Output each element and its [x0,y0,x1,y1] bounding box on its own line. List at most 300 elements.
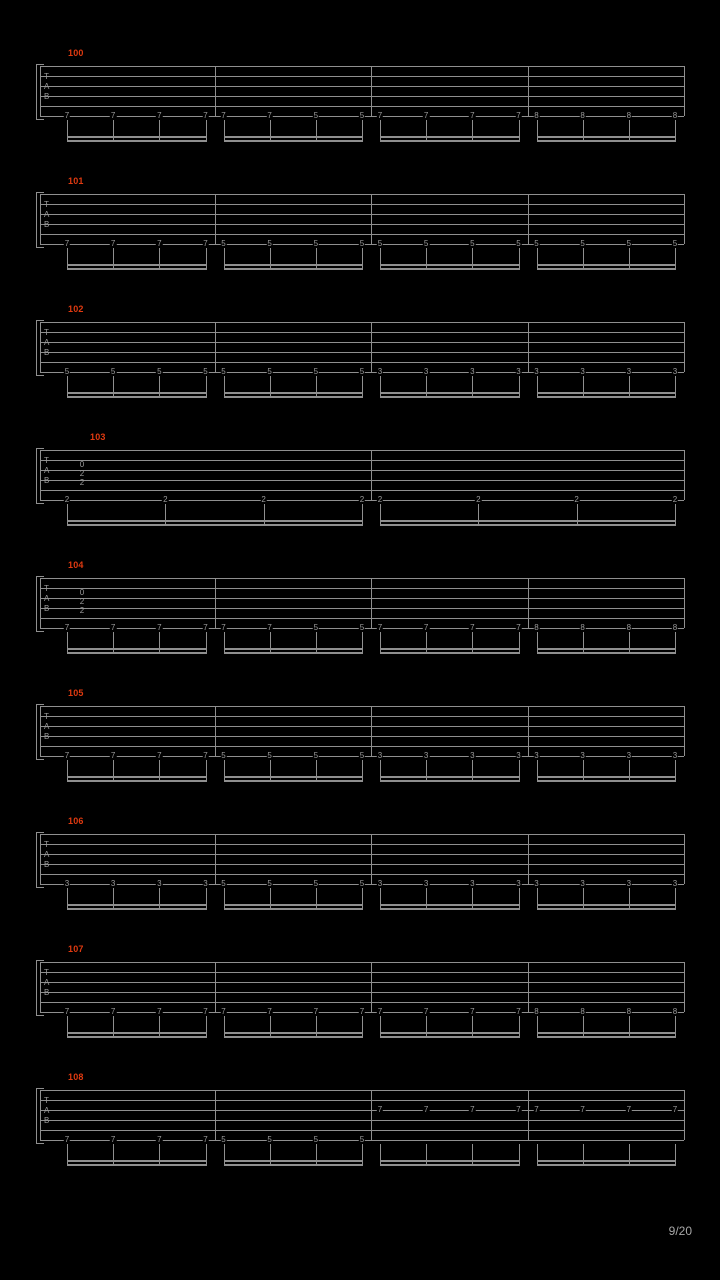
tab-note: 7 [64,623,70,632]
beam-bar [224,1164,363,1166]
staff-line [40,76,684,77]
barline [215,322,216,372]
note-stem [270,120,271,142]
staff-line [40,362,684,363]
note-stem [583,888,584,910]
beam-group [67,504,362,526]
beam-bar [224,1036,363,1038]
beam-bar [224,392,363,394]
barline [215,66,216,116]
note-stem [113,632,114,654]
tab-clef-letters [44,584,56,614]
note-stem [583,760,584,782]
staff-line [40,86,684,87]
tab-note: 7 [203,1135,208,1144]
tab-note: 3 [377,879,383,888]
tab-note: 5 [221,1135,226,1144]
note-stem [264,504,265,526]
barline [40,194,41,244]
tab-clef-letter: A [44,82,50,91]
barline [40,1090,41,1140]
beam-bar [380,1164,519,1166]
tab-note: 3 [203,879,208,888]
chord-note: 0 [79,588,85,597]
barline [528,1090,529,1140]
barline [215,706,216,756]
barline [371,1090,372,1140]
tab-note: 7 [157,1135,162,1144]
note-stem [519,248,520,270]
tab-note: 5 [221,751,226,760]
tab-note: 7 [267,111,272,120]
beam-group [537,376,676,398]
note-stem [316,1016,317,1038]
tab-note: 5 [516,239,521,248]
tab-note: 5 [359,623,365,632]
staff-line [40,854,684,855]
tab-note: 5 [626,239,632,248]
tab-note: 7 [470,1105,475,1114]
tab-note: 2 [574,495,579,504]
note-stem [113,248,114,270]
tab-note: 7 [157,239,162,248]
tab-note: 7 [203,239,208,248]
note-stem [519,120,520,142]
tab-note: 5 [313,111,319,120]
note-stem [224,888,225,910]
tab-note: 3 [534,751,539,760]
tab-note: 7 [203,751,208,760]
staff-line [40,598,684,599]
barline [40,706,41,756]
staff-line [40,106,684,107]
tab-clef-letter: A [44,1106,50,1115]
tab-note: 2 [476,495,481,504]
barline [40,834,41,884]
measure-number: 106 [68,816,84,826]
note-stem [537,248,538,270]
note-stem [206,760,207,782]
staff-line [40,578,684,579]
tab-note: 8 [580,623,585,632]
tab-note: 5 [203,367,208,376]
tab-note: 7 [157,1007,162,1016]
note-stem [629,632,630,654]
tab-note: 7 [516,1105,521,1114]
tab-note: 5 [377,239,383,248]
tab-note: 3 [626,751,632,760]
staff-line [40,460,684,461]
note-stem [270,888,271,910]
tab-clef-letter: T [44,1096,49,1105]
staff-line [40,972,684,973]
tab-note: 7 [64,111,70,120]
beam-bar [380,524,675,526]
note-stem [270,1016,271,1038]
staff-line [40,706,684,707]
barline [40,322,41,372]
note-stem [380,1144,381,1166]
barline [371,322,372,372]
beam-bar [224,136,363,138]
tab-note: 3 [534,367,539,376]
tab-note: 7 [470,1007,475,1016]
beam-bar [224,396,363,398]
beam-bar [224,264,363,266]
tab-note: 5 [157,367,162,376]
note-stem [67,632,68,654]
staff-line [40,470,684,471]
tab-note: 7 [423,1105,429,1114]
chord-stack [80,588,84,615]
note-stem [472,1016,473,1038]
tab-note: 8 [672,111,678,120]
tab-note: 5 [313,367,319,376]
beam-group [67,1016,206,1038]
tab-note: 7 [267,1007,272,1016]
staff-line [40,490,684,491]
beam-bar [67,136,206,138]
tab-clef-letter: B [44,1116,50,1125]
note-stem [629,888,630,910]
note-stem [159,248,160,270]
tab-staff [40,66,684,106]
tab-clef-letters [44,840,56,870]
beam-bar [224,780,363,782]
note-stem [362,1016,363,1038]
tab-note: 2 [359,495,365,504]
beam-group [380,1016,519,1038]
tab-note: 5 [470,239,475,248]
note-stem [316,120,317,142]
barline [215,578,216,628]
note-stem [159,1144,160,1166]
tab-note: 7 [203,1007,208,1016]
note-stem [113,888,114,910]
tab-note: 7 [157,111,162,120]
tab-note: 7 [626,1105,632,1114]
note-stem [583,120,584,142]
tab-clef-letter: T [44,456,49,465]
staff-line [40,962,684,963]
beam-bar [537,648,676,650]
staff-line [40,352,684,353]
tab-note: 8 [534,1007,539,1016]
tab-note: 7 [377,1007,383,1016]
note-stem [472,376,473,398]
tab-note: 3 [423,879,429,888]
tab-staff [40,834,684,874]
measure-number: 100 [68,48,84,58]
tab-note: 3 [470,367,475,376]
staff-line [40,66,684,67]
note-stem [362,632,363,654]
tab-note: 7 [534,1105,539,1114]
beam-group [67,120,206,142]
note-stem [362,888,363,910]
tab-clef-letter: B [44,604,50,613]
note-stem [472,888,473,910]
tab-clef-letter: B [44,860,50,869]
beam-group [67,1144,206,1166]
tab-clef-letter: T [44,968,49,977]
beam-bar [67,524,362,526]
staff-line [40,332,684,333]
staff-line [40,194,684,195]
note-stem [206,632,207,654]
note-stem [316,248,317,270]
tab-note: 8 [580,1007,585,1016]
beam-bar [380,652,519,654]
note-stem [362,120,363,142]
tab-note: 3 [672,879,678,888]
note-stem [206,1144,207,1166]
beam-group [380,504,675,526]
beam-group [537,120,676,142]
beam-bar [67,1160,206,1162]
beam-bar [67,520,362,522]
note-stem [472,120,473,142]
staff-line [40,1120,684,1121]
measure-number: 104 [68,560,84,570]
beam-group [67,888,206,910]
tab-note: 3 [157,879,162,888]
note-stem [675,760,676,782]
note-stem [206,376,207,398]
tab-note: 8 [626,623,632,632]
tab-note: 2 [377,495,383,504]
staff-line [40,726,684,727]
note-stem [316,1144,317,1166]
note-stem [362,376,363,398]
beam-bar [67,648,206,650]
tab-note: 7 [470,111,475,120]
measure-number: 108 [68,1072,84,1082]
note-stem [583,1144,584,1166]
tab-clef-letter: A [44,850,50,859]
staff-line [40,1110,684,1111]
tab-note: 5 [359,751,365,760]
tab-note: 7 [423,1007,429,1016]
chord-note: 2 [79,478,85,487]
beam-bar [67,904,206,906]
note-stem [206,120,207,142]
tab-note: 7 [516,1007,521,1016]
note-stem [316,760,317,782]
note-stem [380,120,381,142]
beam-bar [380,520,675,522]
beam-bar [224,908,363,910]
note-stem [583,376,584,398]
note-stem [270,1144,271,1166]
beam-bar [380,136,519,138]
barline [528,962,529,1012]
tab-note: 5 [267,239,272,248]
note-stem [426,248,427,270]
tab-note: 7 [423,623,429,632]
tab-clef-letter: A [44,210,50,219]
note-stem [426,1144,427,1166]
tab-note: 3 [580,879,585,888]
tab-note: 2 [64,495,70,504]
tab-clef-letter: A [44,466,50,475]
note-stem [472,760,473,782]
barline [371,450,372,500]
barline [40,66,41,116]
tab-note: 7 [377,111,383,120]
measure-number: 105 [68,688,84,698]
beam-group [537,760,676,782]
beam-bar [537,264,676,266]
tab-note: 5 [313,1135,319,1144]
note-stem [316,376,317,398]
note-stem [472,632,473,654]
beam-group [380,888,519,910]
tab-staff [40,578,684,618]
tab-note: 5 [359,879,365,888]
tab-note: 7 [359,1007,365,1016]
tab-note: 5 [313,751,319,760]
tab-clef-letter: T [44,72,49,81]
note-stem [67,376,68,398]
note-stem [159,888,160,910]
barline [215,834,216,884]
note-stem [316,632,317,654]
note-stem [675,888,676,910]
beam-bar [537,268,676,270]
note-stem [206,888,207,910]
tab-clef-letter: B [44,92,50,101]
tab-note: 5 [423,239,429,248]
tab-note: 7 [64,1135,70,1144]
page-number: 9/20 [668,1224,692,1238]
barline [371,578,372,628]
barline [371,962,372,1012]
staff-line [40,1100,684,1101]
barline [684,834,685,884]
tab-note: 7 [313,1007,319,1016]
beam-group [380,120,519,142]
beam-bar [224,140,363,142]
beam-bar [537,904,676,906]
note-stem [113,376,114,398]
note-stem [224,376,225,398]
tab-note: 5 [359,111,365,120]
tab-note: 5 [580,239,585,248]
staff-line [40,982,684,983]
tab-note: 3 [580,367,585,376]
beam-group [224,760,363,782]
note-stem [224,1016,225,1038]
staff-line [40,874,684,875]
note-stem [67,888,68,910]
barline [528,834,529,884]
note-stem [224,248,225,270]
beam-bar [67,392,206,394]
tab-note: 5 [313,239,319,248]
beam-group [537,1016,676,1038]
note-stem [224,120,225,142]
staff-line [40,716,684,717]
beam-group [67,376,206,398]
note-stem [675,120,676,142]
tab-note: 8 [626,111,632,120]
tab-note: 7 [221,623,226,632]
note-stem [519,1016,520,1038]
note-stem [426,760,427,782]
note-stem [270,376,271,398]
beam-bar [380,648,519,650]
note-stem [224,760,225,782]
beam-group [537,1144,676,1166]
beam-bar [67,140,206,142]
note-stem [224,632,225,654]
staff-line [40,480,684,481]
tab-note: 5 [267,751,272,760]
beam-bar [380,396,519,398]
beam-bar [537,780,676,782]
staff-line [40,864,684,865]
note-stem [67,120,68,142]
tab-note: 7 [110,1135,116,1144]
note-stem [380,248,381,270]
note-stem [67,1016,68,1038]
note-stem [270,248,271,270]
tab-clef-letter: T [44,200,49,209]
tab-note: 7 [377,1105,383,1114]
note-stem [519,760,520,782]
tab-note: 3 [672,367,678,376]
tab-note: 7 [516,623,521,632]
note-stem [362,504,363,526]
note-stem [629,376,630,398]
tab-note: 7 [203,623,208,632]
barline [684,706,685,756]
note-stem [67,760,68,782]
beam-group [380,376,519,398]
barline [371,834,372,884]
beam-bar [537,1032,676,1034]
note-stem [159,376,160,398]
measure-number: 102 [68,304,84,314]
tab-note: 5 [313,879,319,888]
note-stem [426,376,427,398]
staff-line [40,450,684,451]
tab-note: 3 [110,879,116,888]
staff-line [40,224,684,225]
beam-bar [224,268,363,270]
note-stem [537,1016,538,1038]
tab-staff [40,1090,684,1130]
staff-line [40,608,684,609]
barline [684,1090,685,1140]
tab-note: 5 [221,367,226,376]
note-stem [537,632,538,654]
beam-group [380,632,519,654]
beam-bar [537,776,676,778]
staff-line [40,992,684,993]
barline [371,194,372,244]
tab-clef-letter: T [44,712,49,721]
tab-clef-letters [44,968,56,998]
chord-stack [80,460,84,487]
note-stem [67,1144,68,1166]
tab-note: 7 [423,111,429,120]
note-stem [159,120,160,142]
note-stem [577,504,578,526]
note-stem [583,632,584,654]
barline [528,706,529,756]
